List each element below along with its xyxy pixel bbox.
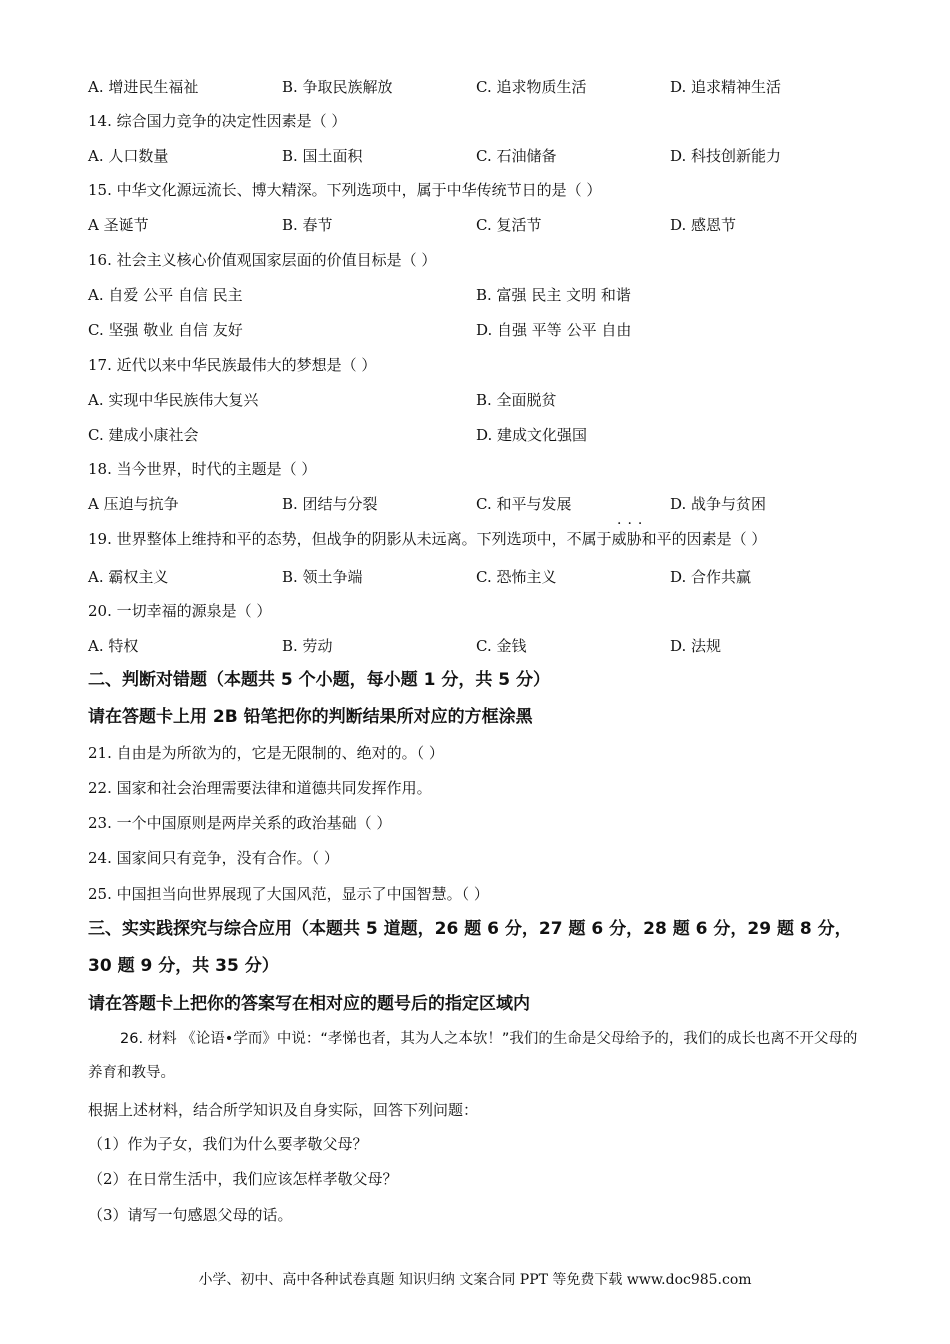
q13-option-d: D. 追求精神生活 [670, 78, 782, 96]
q15-stem: 15. 中华文化源远流长、博大精深。下列选项中，属于中华传统节日的是（ ） [88, 181, 602, 199]
q15-option-d: D. 感恩节 [670, 216, 737, 234]
q19-option-d: D. 合作共赢 [670, 568, 752, 586]
q26-sub-1: （1）作为子女，我们为什么要孝敬父母？ [88, 1135, 368, 1153]
q18-stem: 18. 当今世界，时代的主题是（ ） [88, 460, 317, 478]
q14-stem: 14. 综合国力竞争的决定性因素是（ ） [88, 112, 347, 130]
q20-stem: 20. 一切幸福的源泉是（ ） [88, 602, 272, 620]
footer-text: 小学、初中、高中各种试卷真题 知识归纳 文案合同 PPT 等免费下载 www.doc985.com [198, 1272, 752, 1288]
q13-option-a: A. 增进民生福祉 [88, 78, 199, 96]
section3-title-line1: 三、实实践探究与综合应用（本题共 5 道题，26 题 6 分，27 题 6 分，28 题 6 分，29 题 8 分， [88, 919, 852, 939]
q14-option-a: A. 人口数量 [88, 147, 169, 165]
judge-item-21: 21. 自由是为所欲为的，它是无限制的、绝对的。（ ） [88, 744, 444, 762]
q19-option-b: B. 领土争端 [282, 568, 363, 586]
q17-stem: 17. 近代以来中华民族最伟大的梦想是（ ） [88, 356, 377, 374]
q14-option-b: B. 国土面积 [282, 147, 363, 165]
q17-option-a: A. 实现中华民族伟大复兴 [88, 391, 259, 409]
q26-sub-2: （2）在日常生活中，我们应该怎样孝敬父母？ [88, 1170, 398, 1188]
q16-option-d: D. 自强 平等 公平 自由 [476, 321, 632, 339]
emphasis-dots: ··· [617, 516, 649, 532]
q20-option-a: A. 特权 [88, 637, 139, 655]
q19-option-a: A. 霸权主义 [88, 568, 169, 586]
q19-stem: 19. 世界整体上维持和平的态势，但战争的阴影从未远离。下列选项中，不属于威胁和平的因素是（ ） [88, 530, 767, 548]
q19-option-c: C. 恐怖主义 [476, 568, 557, 586]
q15-option-c: C. 复活节 [476, 216, 542, 234]
q14-option-d: D. 科技创新能力 [670, 147, 782, 165]
q17-option-c: C. 建成小康社会 [88, 426, 199, 444]
judge-item-23: 23. 一个中国原则是两岸关系的政治基础（ ） [88, 814, 392, 832]
q14-option-c: C. 石油储备 [476, 147, 557, 165]
q16-option-a: A. 自爱 公平 自信 民主 [88, 286, 243, 304]
q17-option-d: D. 建成文化强国 [476, 426, 588, 444]
judge-item-24: 24. 国家间只有竞争，没有合作。（ ） [88, 849, 339, 867]
q16-stem: 16. 社会主义核心价值观国家层面的价值目标是（ ） [88, 251, 437, 269]
q20-option-b: B. 劳动 [282, 637, 333, 655]
q18-option-b: B. 团结与分裂 [282, 495, 378, 513]
q17-option-b: B. 全面脱贫 [476, 391, 557, 409]
q18-option-a: A 压迫与抗争 [88, 495, 179, 513]
q18-option-c: C. 和平与发展 [476, 495, 572, 513]
judge-item-25: 25. 中国担当向世界展现了大国风范，显示了中国智慧。（ ） [88, 885, 489, 903]
q16-option-b: B. 富强 民主 文明 和谐 [476, 286, 631, 304]
q26-prompt: 根据上述材料，结合所学知识及自身实际，回答下列问题： [88, 1101, 479, 1119]
section2-title: 二、判断对错题（本题共 5 个小题，每小题 1 分，共 5 分） [88, 670, 550, 690]
q13-option-b: B. 争取民族解放 [282, 78, 393, 96]
q16-option-c: C. 坚强 敬业 自信 友好 [88, 321, 243, 339]
q20-option-d: D. 法规 [670, 637, 722, 655]
section3-instruction: 请在答题卡上把你的答案写在相对应的题号后的指定区域内 [88, 994, 530, 1014]
q20-option-c: C. 金钱 [476, 637, 527, 655]
q26-material: 26. 材料 《论语•学而》中说：“孝悌也者，其为人之本欤！”我们的生命是父母给予的，我们的成长也离不开父母的养育和教导。 [88, 1031, 858, 1081]
section3-title-line2: 30 题 9 分，共 35 分） [88, 956, 279, 976]
q26-sub-3: （3）请写一句感恩父母的话。 [88, 1206, 293, 1224]
q15-option-a: A 圣诞节 [88, 216, 149, 234]
q18-option-d: D. 战争与贫困 [670, 495, 767, 513]
q13-option-c: C. 追求物质生活 [476, 78, 587, 96]
q15-option-b: B. 春节 [282, 216, 333, 234]
section2-instruction: 请在答题卡上用 2B 铅笔把你的判断结果所对应的方框涂黑 [88, 707, 533, 727]
judge-item-22: 22. 国家和社会治理需要法律和道德共同发挥作用。 [88, 779, 432, 797]
